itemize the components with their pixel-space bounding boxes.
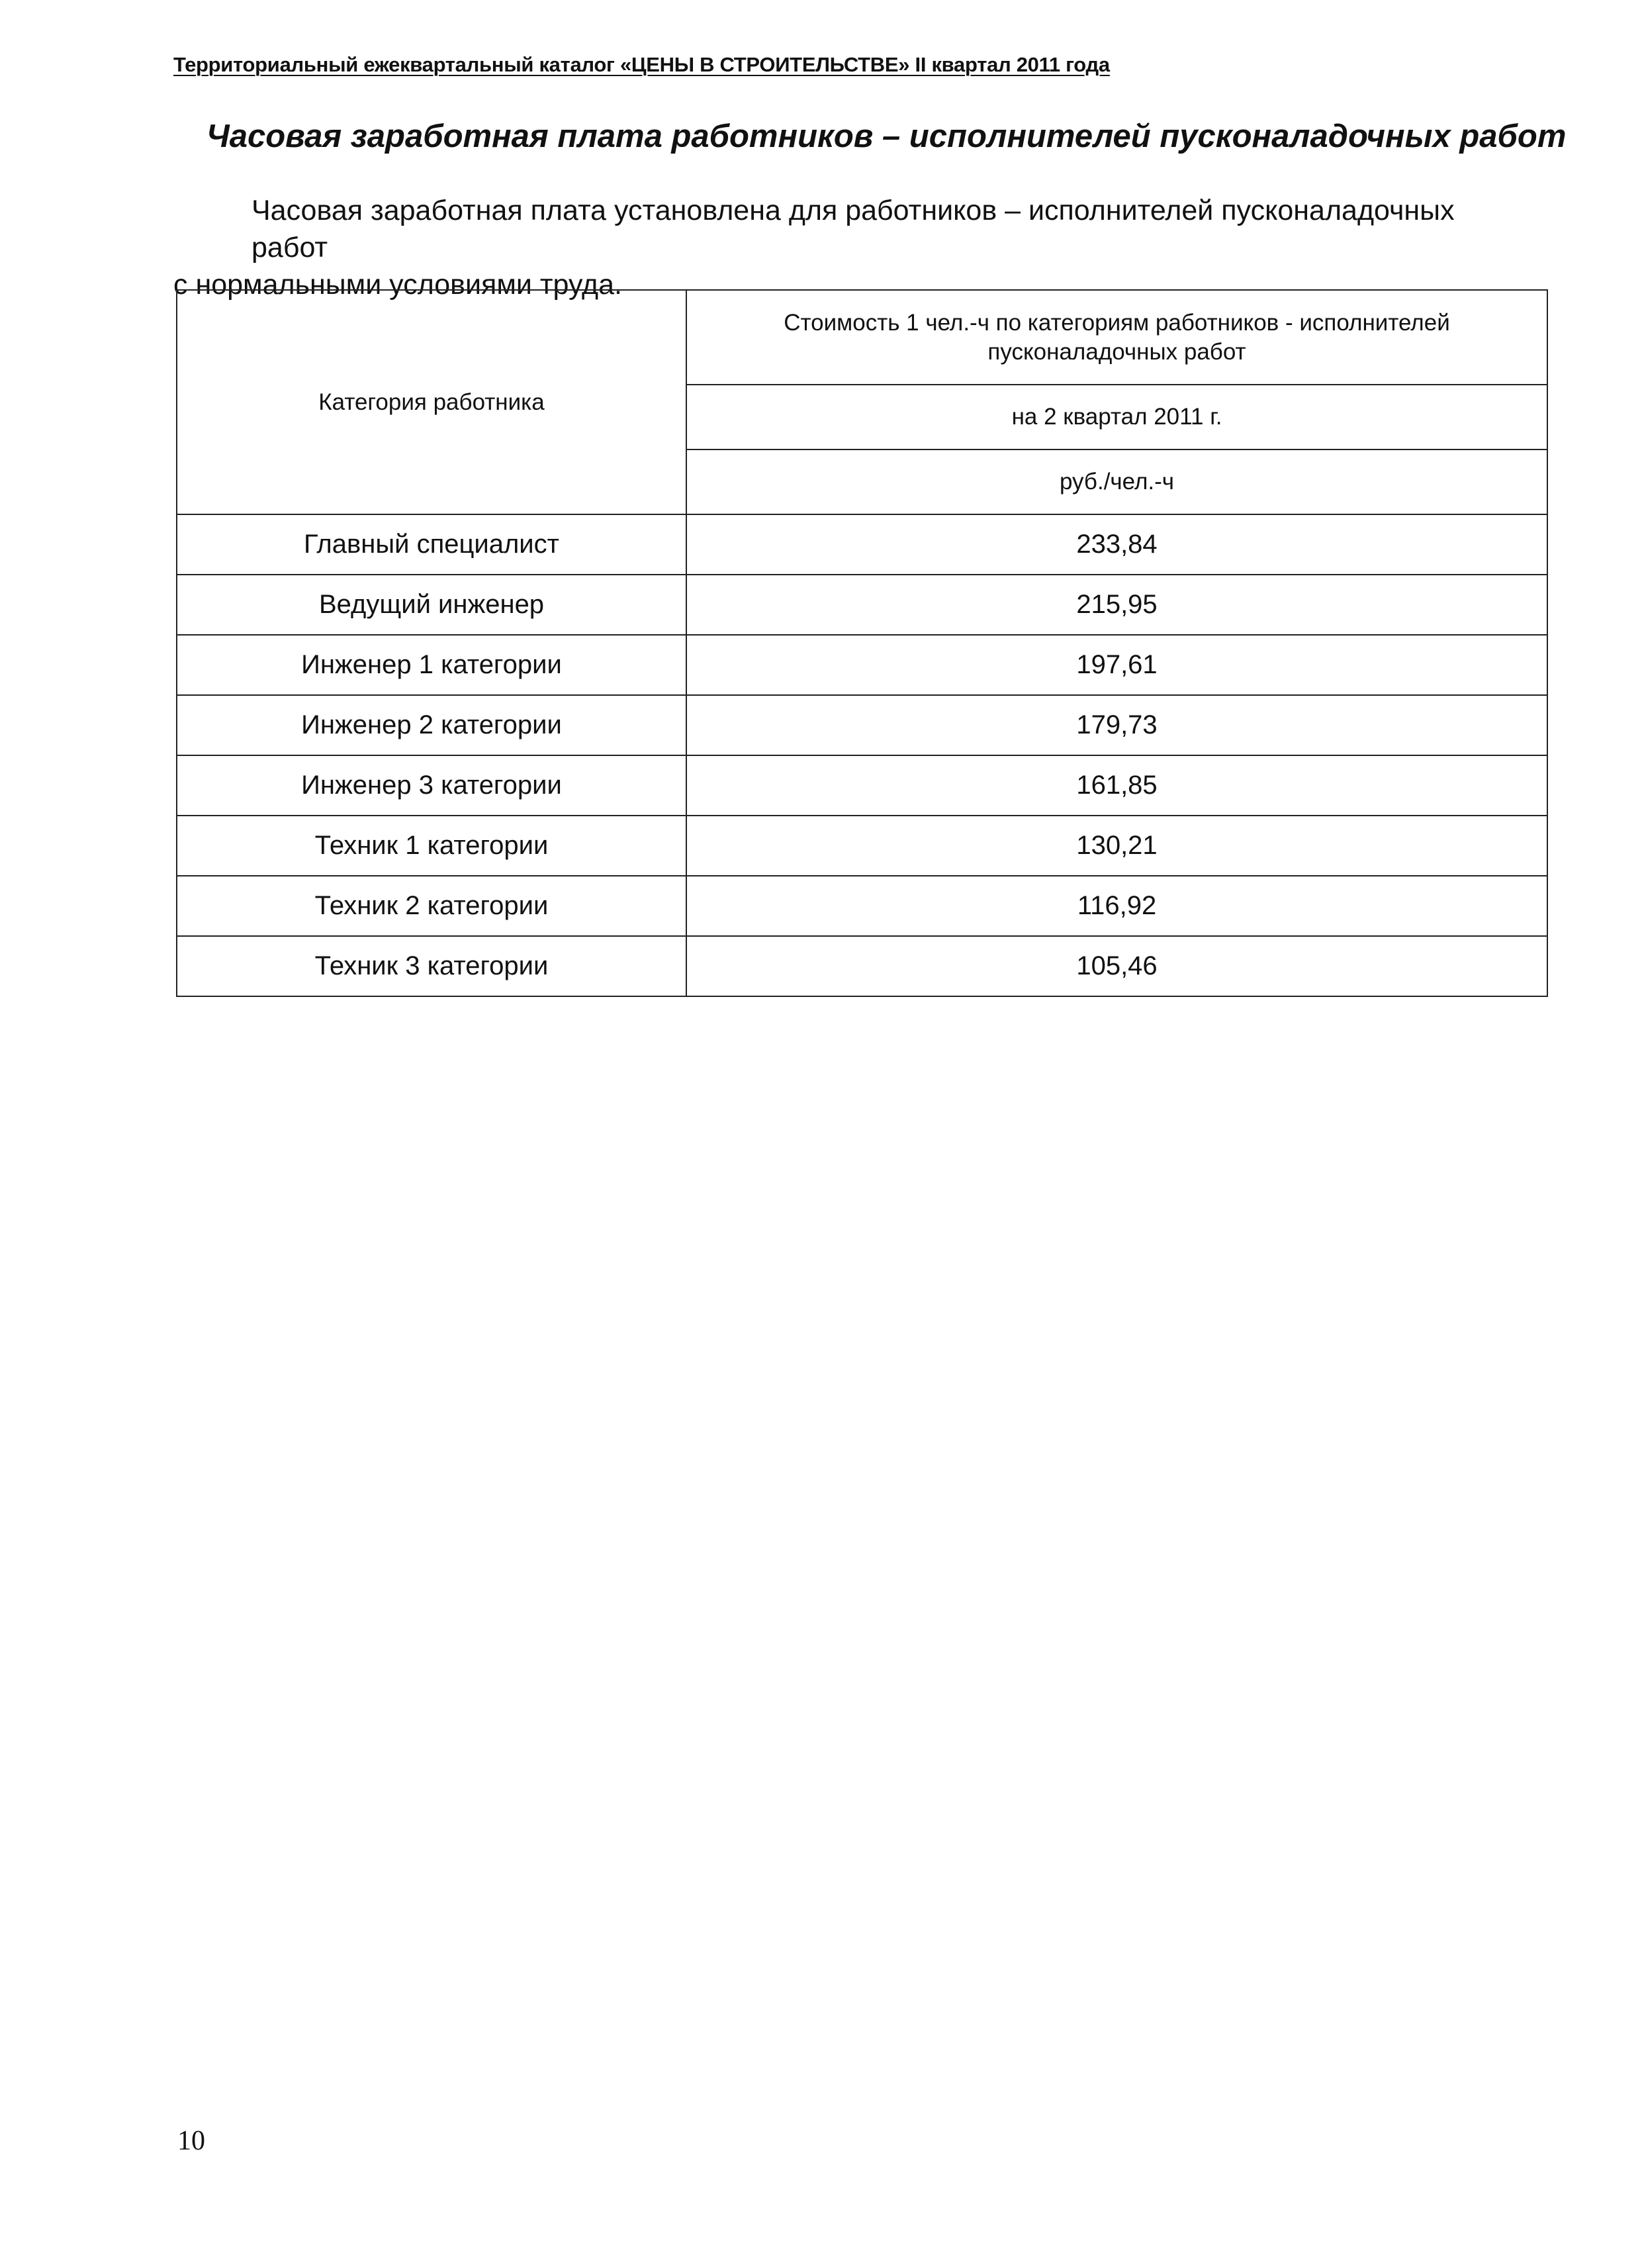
row-category: Техник 1 категории: [177, 816, 686, 876]
row-category: Ведущий инженер: [177, 575, 686, 635]
row-category: Инженер 3 категории: [177, 755, 686, 816]
running-header: [173, 53, 1365, 77]
row-value: 161,85: [686, 755, 1547, 816]
table-row: [177, 755, 1547, 816]
row-category: Главный специалист: [177, 514, 686, 575]
row-value: 105,46: [686, 936, 1547, 996]
table-row: [177, 514, 1547, 575]
row-category: Инженер 1 категории: [177, 635, 686, 695]
table-row: [177, 936, 1547, 996]
table-row: [177, 635, 1547, 695]
table-header: [177, 290, 1547, 514]
intro-paragraph: [173, 192, 1524, 303]
row-value: 197,61: [686, 635, 1547, 695]
row-category: Техник 2 категории: [177, 876, 686, 936]
intro-line-2: с нормальными условиями труда.: [173, 269, 623, 301]
table-row: [177, 876, 1547, 936]
page-number: 10: [177, 2126, 205, 2156]
table-body: [177, 514, 1547, 996]
header-period: на 2 квартал 2011 г.: [686, 385, 1547, 449]
row-value: 130,21: [686, 816, 1547, 876]
row-category: Инженер 2 категории: [177, 695, 686, 755]
header-unit: руб./чел.-ч: [686, 449, 1547, 514]
header-category: Категория работника: [177, 290, 686, 514]
wage-rates-table: [176, 289, 1548, 997]
row-value: 179,73: [686, 695, 1547, 755]
intro-line-1: Часовая заработная плата установлена для работников – исполнителей пусконаладочных работ: [251, 195, 1455, 263]
row-category: Техник 3 категории: [177, 936, 686, 996]
row-value: 116,92: [686, 876, 1547, 936]
table-row: [177, 575, 1547, 635]
table-row: [177, 695, 1547, 755]
row-value: 233,84: [686, 514, 1547, 575]
running-header-text: Территориальный ежеквартальный каталог «ЦЕНЫ В СТРОИТЕЛЬСТВЕ» II квартал 2011 года: [173, 53, 1110, 76]
table-row: [177, 816, 1547, 876]
row-value: 215,95: [686, 575, 1547, 635]
header-cost: Стоимость 1 чел.-ч по категориям работников - исполнителей пусконаладочных работ: [686, 290, 1547, 385]
page-title: Часовая заработная плата работников – исполнителей пусконаладочных работ: [206, 118, 1567, 154]
